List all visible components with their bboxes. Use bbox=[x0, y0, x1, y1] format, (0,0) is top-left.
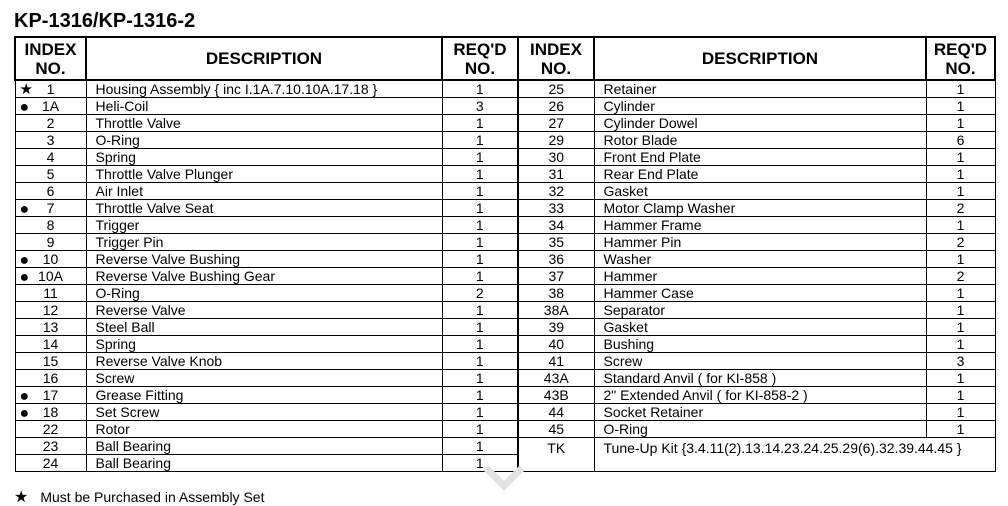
description-cell: Hammer Frame bbox=[594, 217, 926, 234]
req-cell: 1 bbox=[926, 98, 995, 115]
header-index-right: INDEX NO. bbox=[518, 37, 594, 80]
index-number: 12 bbox=[42, 302, 59, 318]
table-row bbox=[15, 98, 995, 115]
bullet-icon: ● bbox=[19, 99, 30, 115]
description-cell: O-Ring bbox=[86, 132, 442, 149]
req-cell: 1 bbox=[442, 234, 518, 251]
index-number: 14 bbox=[42, 336, 59, 352]
index-cell bbox=[15, 98, 86, 115]
description-cell: Socket Retainer bbox=[594, 404, 926, 421]
req-cell: 1 bbox=[442, 115, 518, 132]
index-number: 9 bbox=[46, 234, 55, 250]
index-cell bbox=[15, 251, 86, 268]
req-cell: 1 bbox=[442, 80, 518, 98]
index-number: 17 bbox=[42, 387, 59, 403]
description-cell: Cylinder Dowel bbox=[594, 115, 926, 132]
description-cell: Heli-Coil bbox=[86, 98, 442, 115]
description-cell: Throttle Valve Plunger bbox=[86, 166, 442, 183]
table-row bbox=[15, 370, 995, 387]
index-number: 10 bbox=[42, 251, 59, 267]
req-cell: 1 bbox=[926, 217, 995, 234]
req-cell: 1 bbox=[926, 285, 995, 302]
index-cell bbox=[15, 268, 86, 285]
description-cell: Gasket bbox=[594, 183, 926, 200]
index-number: 11 bbox=[43, 285, 58, 301]
index-cell bbox=[15, 132, 86, 149]
description-cell: Front End Plate bbox=[594, 149, 926, 166]
index-number: 18 bbox=[42, 404, 59, 420]
description-cell: Screw bbox=[594, 353, 926, 370]
req-cell: 1 bbox=[442, 166, 518, 183]
index-cell bbox=[15, 80, 86, 98]
req-cell: 1 bbox=[926, 336, 995, 353]
index-number: 2 bbox=[46, 115, 55, 131]
table-row bbox=[15, 319, 995, 336]
index-cell: 33 bbox=[518, 200, 594, 217]
index-cell: 32 bbox=[518, 183, 594, 200]
description-cell: Housing Assembly { inc I.1A.7.10.10A.17.18 } bbox=[86, 80, 442, 98]
req-cell: 2 bbox=[442, 285, 518, 302]
index-cell bbox=[15, 387, 86, 404]
req-cell: 1 bbox=[926, 166, 995, 183]
req-cell: 1 bbox=[442, 268, 518, 285]
table-row bbox=[15, 336, 995, 353]
table-row bbox=[15, 115, 995, 132]
index-cell: 26 bbox=[518, 98, 594, 115]
index-cell bbox=[15, 183, 86, 200]
description-cell: Reverse Valve Bushing Gear bbox=[86, 268, 442, 285]
bullet-icon: ● bbox=[19, 252, 30, 268]
table-row bbox=[15, 200, 995, 217]
footnote-text: Must be Purchased in Assembly Set bbox=[40, 489, 265, 505]
table-row bbox=[15, 268, 995, 285]
table-row bbox=[15, 285, 995, 302]
description-cell: Spring bbox=[86, 336, 442, 353]
req-cell: 1 bbox=[926, 80, 995, 98]
index-cell bbox=[15, 217, 86, 234]
index-cell: 34 bbox=[518, 217, 594, 234]
parts-table bbox=[14, 36, 996, 472]
index-number: 22 bbox=[42, 421, 59, 437]
req-cell: 1 bbox=[442, 217, 518, 234]
index-cell bbox=[15, 353, 86, 370]
description-cell: Cylinder bbox=[594, 98, 926, 115]
index-number: 16 bbox=[42, 370, 59, 386]
req-cell: 1 bbox=[442, 387, 518, 404]
index-cell bbox=[15, 285, 86, 302]
table-row bbox=[15, 234, 995, 251]
description-cell: Reverse Valve Knob bbox=[86, 353, 442, 370]
description-cell: Steel Ball bbox=[86, 319, 442, 336]
table-row bbox=[15, 438, 995, 455]
description-cell: Throttle Valve bbox=[86, 115, 442, 132]
table-header-row bbox=[15, 37, 995, 80]
star-icon: ★ bbox=[14, 489, 29, 506]
description-cell: Standard Anvil ( for KI-858 ) bbox=[594, 370, 926, 387]
table-row bbox=[15, 132, 995, 149]
tune-up-kit-index-cell: TK bbox=[518, 438, 594, 472]
req-cell: 1 bbox=[926, 387, 995, 404]
chevron-watermark-icon bbox=[484, 464, 524, 494]
index-cell bbox=[15, 319, 86, 336]
description-cell: Set Screw bbox=[86, 404, 442, 421]
bullet-icon: ● bbox=[19, 201, 30, 217]
index-cell bbox=[15, 166, 86, 183]
index-number: 6 bbox=[46, 183, 55, 199]
req-cell: 1 bbox=[926, 115, 995, 132]
description-cell: Grease Fitting bbox=[86, 387, 442, 404]
table-row bbox=[15, 80, 995, 98]
description-cell: Reverse Valve bbox=[86, 302, 442, 319]
bullet-icon: ● bbox=[19, 269, 30, 285]
index-number: 13 bbox=[42, 319, 59, 335]
req-cell: 1 bbox=[442, 200, 518, 217]
index-number: 23 bbox=[42, 438, 59, 454]
req-cell: 1 bbox=[442, 438, 518, 455]
table-row bbox=[15, 404, 995, 421]
description-cell: Ball Bearing bbox=[86, 438, 442, 455]
description-cell: Bushing bbox=[594, 336, 926, 353]
bullet-icon: ● bbox=[19, 388, 30, 404]
bullet-icon: ● bbox=[19, 405, 30, 421]
index-cell bbox=[15, 302, 86, 319]
table-row bbox=[15, 302, 995, 319]
description-cell: Screw bbox=[86, 370, 442, 387]
req-cell: 1 bbox=[442, 421, 518, 438]
index-cell: 40 bbox=[518, 336, 594, 353]
req-cell: 1 bbox=[926, 319, 995, 336]
index-cell: 37 bbox=[518, 268, 594, 285]
index-number: 7 bbox=[46, 200, 55, 216]
description-cell: Hammer bbox=[594, 268, 926, 285]
description-cell: Retainer bbox=[594, 80, 926, 98]
description-cell: Rotor bbox=[86, 421, 442, 438]
index-cell bbox=[15, 115, 86, 132]
tune-up-kit-description-cell: Tune-Up Kit {3.4.11(2).13.14.23.24.25.29(6).32.39.44.45 } bbox=[594, 438, 995, 472]
table-row bbox=[15, 251, 995, 268]
req-cell: 1 bbox=[442, 455, 518, 472]
description-cell: Rotor Blade bbox=[594, 132, 926, 149]
req-cell: 1 bbox=[442, 319, 518, 336]
index-cell: 36 bbox=[518, 251, 594, 268]
index-cell: 25 bbox=[518, 80, 594, 98]
description-cell: Separator bbox=[594, 302, 926, 319]
description-cell: Ball Bearing bbox=[86, 455, 442, 472]
index-cell bbox=[15, 370, 86, 387]
header-req-right: REQ'D NO. bbox=[926, 37, 995, 80]
index-number: 1 bbox=[46, 81, 55, 97]
star-icon: ★ bbox=[19, 81, 33, 98]
req-cell: 2 bbox=[926, 268, 995, 285]
req-cell: 3 bbox=[926, 353, 995, 370]
description-cell: Washer bbox=[594, 251, 926, 268]
index-number: 24 bbox=[42, 455, 59, 471]
table-row bbox=[15, 421, 995, 438]
index-cell bbox=[15, 455, 86, 472]
description-cell: Gasket bbox=[594, 319, 926, 336]
page-title: KP-1316/KP-1316-2 bbox=[14, 10, 196, 32]
table-row bbox=[15, 217, 995, 234]
footnote bbox=[14, 489, 264, 506]
req-cell: 1 bbox=[442, 336, 518, 353]
parts-table-body bbox=[15, 80, 995, 472]
req-cell: 1 bbox=[442, 353, 518, 370]
req-cell: 1 bbox=[926, 183, 995, 200]
index-cell bbox=[15, 336, 86, 353]
req-cell: 1 bbox=[442, 370, 518, 387]
req-cell: 1 bbox=[926, 302, 995, 319]
table-row bbox=[15, 166, 995, 183]
req-cell: 1 bbox=[926, 404, 995, 421]
index-number: 3 bbox=[46, 132, 55, 148]
req-cell: 1 bbox=[926, 421, 995, 438]
header-description-right: DESCRIPTION bbox=[594, 37, 926, 80]
index-cell: 38A bbox=[518, 302, 594, 319]
index-cell: 41 bbox=[518, 353, 594, 370]
index-cell bbox=[15, 149, 86, 166]
index-cell bbox=[15, 438, 86, 455]
req-cell: 1 bbox=[442, 302, 518, 319]
req-cell: 2 bbox=[926, 200, 995, 217]
description-cell: Rear End Plate bbox=[594, 166, 926, 183]
description-cell: Trigger Pin bbox=[86, 234, 442, 251]
index-cell: 44 bbox=[518, 404, 594, 421]
description-cell: Hammer Case bbox=[594, 285, 926, 302]
index-number: 4 bbox=[46, 149, 55, 165]
index-number: 5 bbox=[46, 166, 55, 182]
index-number: 10A bbox=[38, 268, 63, 284]
table-row bbox=[15, 149, 995, 166]
description-cell: 2" Extended Anvil ( for KI-858-2 ) bbox=[594, 387, 926, 404]
index-cell bbox=[15, 234, 86, 251]
description-cell: O-Ring bbox=[86, 285, 442, 302]
req-cell: 1 bbox=[926, 251, 995, 268]
req-cell: 1 bbox=[926, 149, 995, 166]
table-row bbox=[15, 183, 995, 200]
index-cell: 38 bbox=[518, 285, 594, 302]
req-cell: 1 bbox=[442, 132, 518, 149]
description-cell: Air Inlet bbox=[86, 183, 442, 200]
index-cell: 27 bbox=[518, 115, 594, 132]
index-cell bbox=[15, 200, 86, 217]
req-cell: 1 bbox=[442, 183, 518, 200]
table-row bbox=[15, 387, 995, 404]
index-cell: 29 bbox=[518, 132, 594, 149]
description-cell: Motor Clamp Washer bbox=[594, 200, 926, 217]
header-req-left: REQ'D NO. bbox=[442, 37, 518, 80]
table-row bbox=[15, 353, 995, 370]
index-cell: 30 bbox=[518, 149, 594, 166]
req-cell: 1 bbox=[926, 370, 995, 387]
description-cell: Hammer Pin bbox=[594, 234, 926, 251]
req-cell: 3 bbox=[442, 98, 518, 115]
description-cell: Reverse Valve Bushing bbox=[86, 251, 442, 268]
index-cell: 43A bbox=[518, 370, 594, 387]
description-cell: O-Ring bbox=[594, 421, 926, 438]
req-cell: 2 bbox=[926, 234, 995, 251]
index-number: 15 bbox=[42, 353, 59, 369]
description-cell: Throttle Valve Seat bbox=[86, 200, 442, 217]
index-number: 1A bbox=[41, 98, 60, 114]
req-cell: 6 bbox=[926, 132, 995, 149]
index-cell: 45 bbox=[518, 421, 594, 438]
header-index-left: INDEX NO. bbox=[15, 37, 86, 80]
req-cell: 1 bbox=[442, 251, 518, 268]
index-cell bbox=[15, 421, 86, 438]
req-cell: 1 bbox=[442, 404, 518, 421]
index-cell: 43B bbox=[518, 387, 594, 404]
index-cell: 31 bbox=[518, 166, 594, 183]
req-cell: 1 bbox=[442, 149, 518, 166]
index-cell bbox=[15, 404, 86, 421]
index-cell: 39 bbox=[518, 319, 594, 336]
description-cell: Trigger bbox=[86, 217, 442, 234]
index-number: 8 bbox=[46, 217, 55, 233]
header-description-left: DESCRIPTION bbox=[86, 37, 442, 80]
index-cell: 35 bbox=[518, 234, 594, 251]
description-cell: Spring bbox=[86, 149, 442, 166]
